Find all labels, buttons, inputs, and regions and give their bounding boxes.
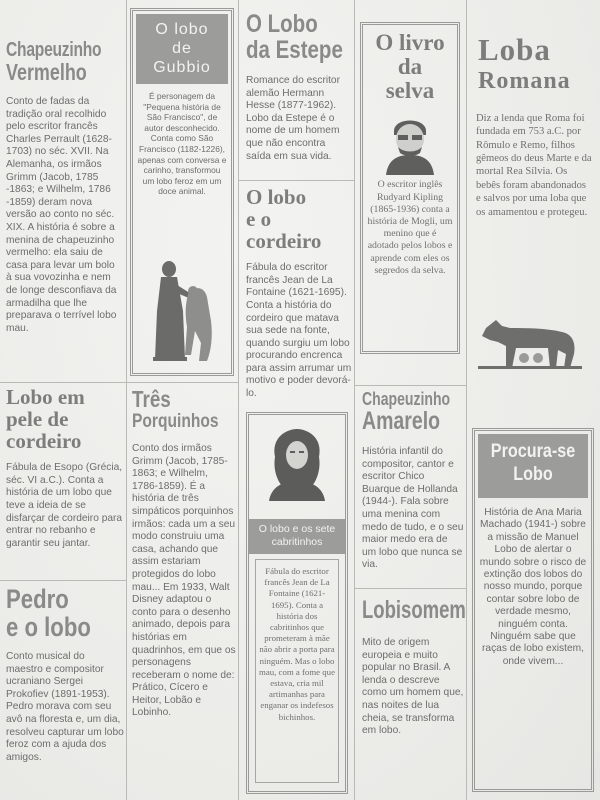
article-body: Diz a lenda que Roma foi fundada em 753 a.C. por Rômulo e Remo, filhos gêmeos do deus Marte e da mortal Rea Sílvia. Os bebês foram abandonados e salvos por uma loba que os amamentou e protegeu. [476, 112, 592, 218]
article-tres-porquinhos [132, 388, 236, 798]
article-title: Amarelo [362, 407, 441, 435]
article-loba-romana [472, 34, 596, 374]
article-title: Loba [478, 32, 551, 67]
article-title: O lobo de Gubbio [153, 21, 211, 76]
article-body: É personagem da "Pequena história de São Francisco", de autor desconhecido. Conta como São Francisco (1182-1226), apenas com conversa e carinho, transformou um lobo feroz em um doce animal. [137, 91, 227, 197]
article-title: cordeiro [246, 229, 322, 254]
article-title: O lobo e os sete cabritinhos [258, 523, 336, 548]
la-fontaine-portrait [265, 427, 329, 501]
article-body: Fábula do escritor francês Jean de La Fontaine (1621-1695). Conta a história dos cabritinhos que prometeram à mãe não abrir a porta para ninguém. Mas o lobo mau, com a fome que estava, cria mil artimanhas para enganar os indefesos bichinhos. [259, 566, 335, 722]
article-body: Mito de origem europeia e muito popular no Brasil. A lenda o descreve como um homem que, nas noites de lua cheia, se transforma em lobo. [362, 637, 464, 737]
article-title: e o lobo [6, 612, 91, 642]
article-lobo-cordeiro [246, 185, 352, 400]
article-title: Chapeuzinho [362, 389, 451, 409]
article-title: Lobo em [6, 385, 85, 409]
article-title-bar [136, 14, 228, 84]
article-pedro-lobo [6, 586, 124, 796]
article-title: Três [132, 386, 171, 412]
article-title: Porquinhos [132, 411, 219, 432]
section-rule [126, 382, 238, 383]
article-sete-cabritinhos [246, 412, 348, 794]
article-chapeuzinho-amarelo [362, 390, 464, 586]
article-chapeuzinho-vermelho [6, 40, 124, 380]
article-body: Conto dos irmãos Grimm (Jacob, 1785-1863; e Wilhelm, 1786-1859). É a história de três simpáticos porquinhos irmãos: cada um a seu modo construiu uma casa, achando que assim estariam protegidos do lobo mau... Em 1933, Walt Disney adaptou o conto para o desenho animado, depois para histórias em quadrinhos, em que os personagens receberam o nome de: Prático, Cícero e Heitor, Lobão e Lobinho. [132, 443, 236, 719]
section-rule [354, 385, 466, 386]
article-title: Romana [478, 67, 571, 94]
saint-and-wolf-illustration [141, 251, 221, 369]
column-rule [466, 0, 467, 800]
article-body: O escritor inglês Rudyard Kipling (1865-1936) conta a história de Mogli, um menino que é adotado pelos lobos e aprende com eles os segredos da selva. [367, 179, 453, 276]
article-title: pele de [6, 407, 69, 432]
section-rule [0, 382, 126, 383]
article-title: cordeiro [6, 429, 82, 454]
article-title: selva [385, 78, 435, 104]
article-body-box [255, 559, 339, 783]
section-rule [0, 580, 126, 581]
column-rule [126, 0, 127, 800]
article-title: Procura-se [490, 441, 576, 462]
article-title: Chapeuzinho [6, 39, 102, 61]
article-title: Lobisomem [362, 596, 466, 624]
section-rule [354, 588, 466, 589]
article-title: O Lobo [246, 10, 318, 38]
article-body: Romance do escritor alemão Hermann Hesse (1877-1962). Lobo da Estepe é o nome de um homem que não encontra saída em sua vida. [246, 75, 340, 162]
article-title: O lobo [246, 185, 307, 209]
article-livro-selva [360, 22, 460, 354]
article-title: da Estepe [246, 36, 343, 64]
article-pele-cordeiro [6, 386, 124, 576]
article-body: Conto de fadas da tradição oral recolhido pelo escritor francês Charles Perrault (1628-1703) no séc. XVII. Na Alemanha, os irmãos Grimm (Jacob, 1785 -1863; e Wilhelm, 1786 -1859) deram nova versão ao conto no séc. XIX. A história é sobre a menina de chapeuzinho vermelho: ela saiu de casa para levar um bolo à sua vovozinha e nem de longe desconfiava da armadilha que lhe preparava o terrível lobo mau. [6, 96, 117, 334]
article-title: Vermelho [6, 59, 87, 85]
section-rule [238, 180, 354, 181]
she-wolf-illustration [476, 314, 584, 370]
article-body: História de Ana Maria Machado (1941-) sobre a missão de Manuel Lobo de alertar o mundo sobre o risco de extinção dos lobos do nosso mundo, porque contar sobre lobo de verdade mesmo, ninguém conta. Ninguém sabe que raças de lobo existem, onde vivem... [479, 507, 587, 667]
article-procura-se-lobo [472, 428, 594, 792]
article-lobo-estepe [246, 12, 352, 178]
kipling-portrait [380, 109, 440, 175]
column-rule [238, 0, 239, 800]
article-title: Pedro [6, 584, 69, 614]
article-title: Lobo [513, 464, 553, 485]
article-title: O livro [375, 30, 445, 55]
article-title: e o [246, 207, 272, 232]
article-title: da [397, 54, 423, 80]
article-body: Conto musical do maestro e compositor ucraniano Sergei Prokofiev (1891-1953). Pedro morava com seu avô na floresta e, um dia, resolveu capturar um lobo feroz com a ajuda dos amigos. [6, 651, 124, 763]
article-lobisomem [362, 598, 464, 796]
article-title-bar [478, 434, 588, 498]
article-lobo-gubbio [130, 8, 234, 376]
column-rule [354, 0, 355, 800]
article-body: Fábula do escritor francês Jean de La Fontaine (1621-1695). Conta a história do cordeiro que matava sua sede na fonte, quando surgiu um lobo procurando encrenca para assim arrumar um motivo e poder devorá-lo. [246, 262, 352, 400]
article-title-bar [249, 519, 345, 554]
article-body: Fábula de Esopo (Grécia, séc. VI a.C.). Conta a história de um lobo que teve a ideia de se disfarçar de cordeiro para entrar no rebanho e garantir seu jantar. [6, 462, 123, 549]
article-body: História infantil do compositor, cantor e escritor Chico Buarque de Hollanda (1944-). Fala sobre uma menina com medo de tudo, e o seu maior medo era de um lobo que nunca se via. [362, 446, 464, 571]
